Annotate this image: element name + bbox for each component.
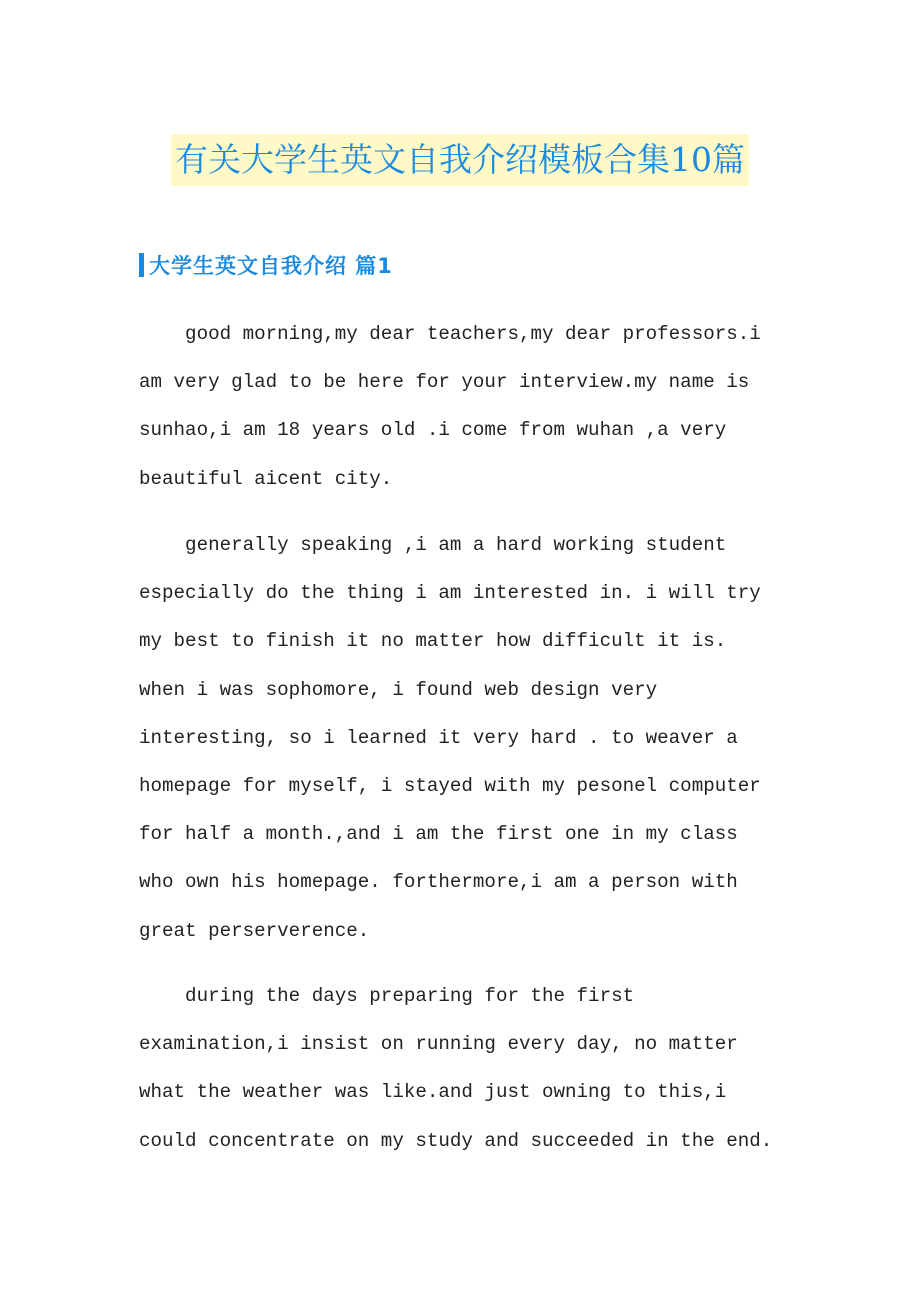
paragraph-line: great perserverence. <box>139 919 370 942</box>
paragraph-1 <box>139 310 779 503</box>
paragraph-line: generally speaking ,i am a hard working student <box>139 534 727 556</box>
title-container <box>0 134 920 186</box>
paragraph-line: when i was sophomore, i found web design very <box>139 678 658 701</box>
section-heading <box>139 250 393 280</box>
paragraph-line: what the weather was like.and just owning to this,i <box>139 1081 727 1104</box>
paragraph-line: especially do the thing i am interested in. i will try <box>139 582 761 605</box>
paragraph-line: interesting, so i learned it very hard . to weaver a <box>139 726 738 749</box>
section-heading-text: 大学生英文自我介绍 篇1 <box>149 254 393 278</box>
paragraph-line: good morning,my dear teachers,my dear professors.i <box>139 323 761 345</box>
document-title: 有关大学生英文自我介绍模板合集10篇 <box>171 134 749 186</box>
paragraph-3 <box>139 972 779 1165</box>
paragraph-line: during the days preparing for the first <box>139 985 635 1007</box>
paragraph-line: homepage for myself, i stayed with my pesonel computer <box>139 775 761 798</box>
paragraph-line: for half a month.,and i am the first one in my class <box>139 823 738 846</box>
paragraph-line: am very glad to be here for your interview.my name is <box>139 371 750 394</box>
paragraph-line: sunhao,i am 18 years old .i come from wuhan ,a very <box>139 419 727 442</box>
heading-marker-bar <box>139 253 144 277</box>
paragraph-line: my best to finish it no matter how difficult it is. <box>139 630 727 653</box>
paragraph-2 <box>139 521 779 955</box>
paragraph-line: could concentrate on my study and succeeded in the end. <box>139 1129 773 1152</box>
paragraph-line: examination,i insist on running every day, no matter <box>139 1033 738 1056</box>
paragraph-line: who own his homepage. forthermore,i am a person with <box>139 871 738 894</box>
paragraph-line: beautiful aicent city. <box>139 467 393 490</box>
